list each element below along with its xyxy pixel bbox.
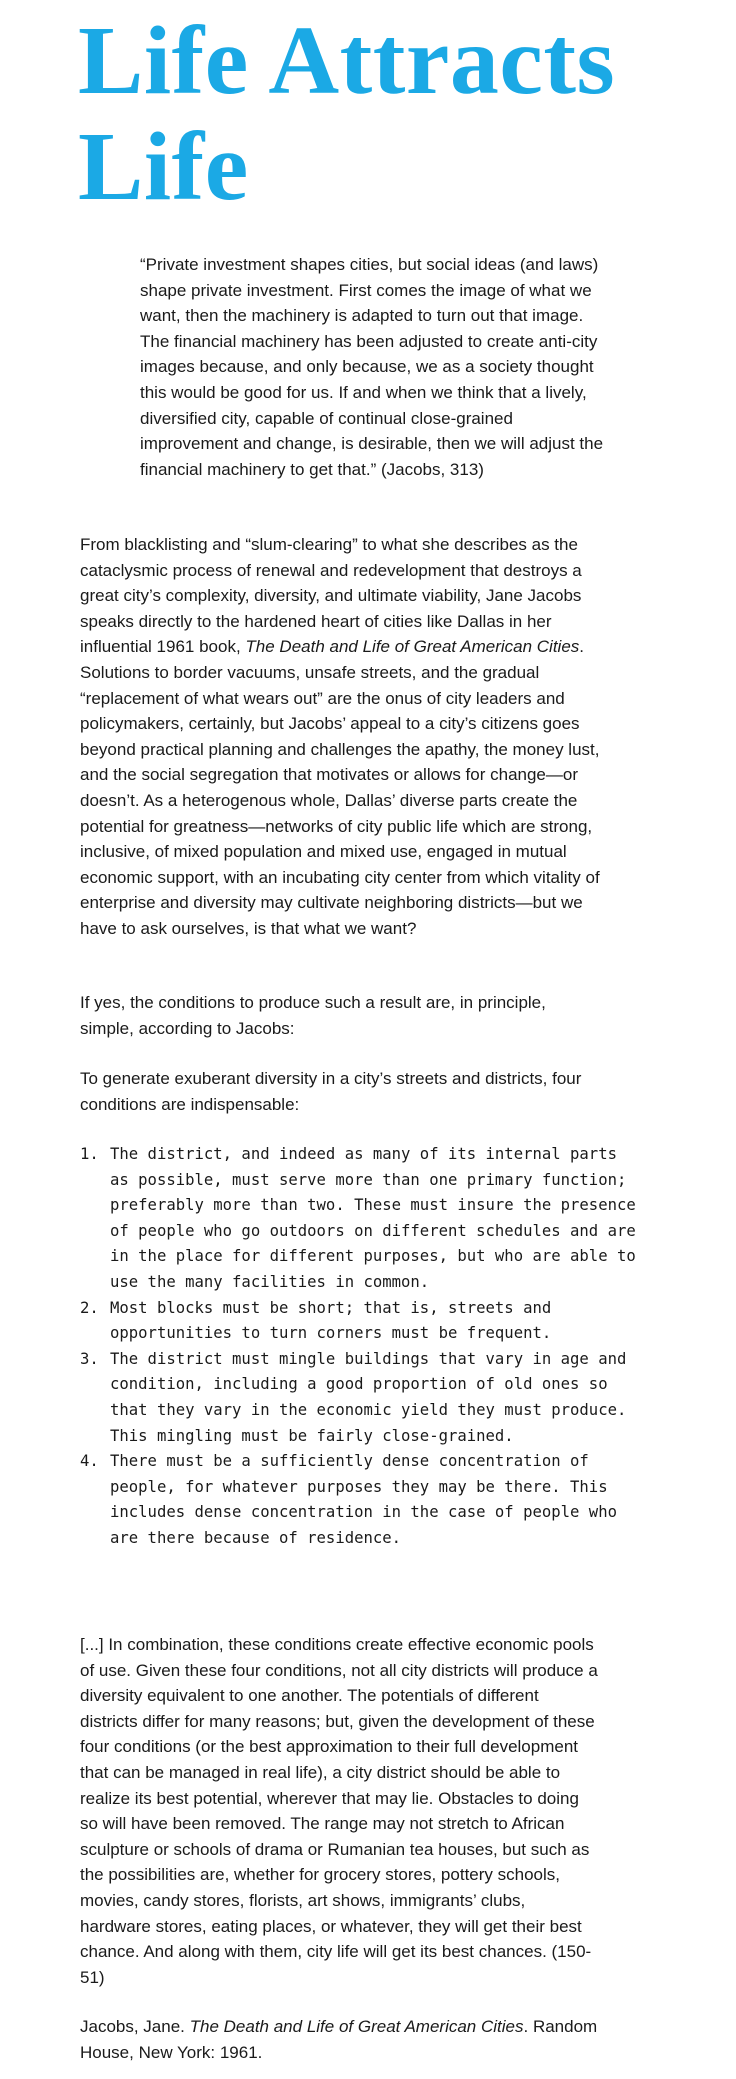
citation-author: Jacobs, Jane.: [80, 2017, 190, 2036]
list-item-number: 3.: [80, 1349, 99, 1368]
list-item-number: 1.: [80, 1145, 99, 1163]
conditions-list: [80, 1142, 640, 1552]
list-item-text: There must be a sufficiently dense concentration of people, for whatever purposes they may be there. This includes dense concentration in the case of people who are there because of residence.: [110, 1452, 617, 1547]
list-item: [80, 1347, 640, 1449]
paragraph-intro-before: From blacklisting and “slum-clearing” to what she describes as the cataclysmic process of renewal and redevelopment that destroys a great city’s complexity, diversity, and ultimate viability, Jane Jacobs speaks directly to the hardened heart of cities like Dallas in her influential 1961 book,: [80, 535, 582, 657]
citation: [80, 2014, 600, 2065]
list-item: [80, 1142, 640, 1296]
title-line-1: Life Attracts: [78, 7, 616, 115]
citation-publisher: . Random House, New York: 1961.: [80, 2017, 598, 2062]
list-item-number: 4.: [80, 1452, 99, 1471]
paragraph-combination: [...] In combination, these conditions create effective economic pools of use. Given these four conditions, not all city districts will produce a diversity equivalent to one another. The potentials of different districts differ for many reasons; but, given the development of these four conditions (or the best approximation to their full development that can be managed in real life), a city district should be able to realize its best potential, wherever that may lie. Obstacles to doing so will have been removed. The range may not stretch to African sculpture or schools of drama or Rumanian tea houses, but such as the possibilities are, whether for grocery stores, pottery schools, movies, candy stores, florists, art shows, immigrants’ clubs, hardware stores, eating places, or whatever, they will get their best chance. And along with them, city life will get its best chances. (150-51): [80, 1635, 598, 1987]
list-item: [80, 1449, 640, 1551]
paragraph-intro: [80, 532, 600, 942]
list-item-text: Most blocks must be short; that is, streets and opportunities to turn corners must be frequent.: [110, 1298, 552, 1343]
page-title: [78, 8, 728, 220]
list-item-number: 2.: [80, 1298, 99, 1317]
paragraph-conditions-lead: If yes, the conditions to produce such a result are, in principle, simple, according to Jacobs:: [80, 993, 546, 1038]
citation-book-title: The Death and Life of Great American Cities: [189, 2017, 524, 2036]
title-line-2: Life: [78, 113, 249, 221]
block-quote: “Private investment shapes cities, but social ideas (and laws) shape private investment. First comes the image of what we want, then the machinery is adapted to turn out that image. The financial machinery has been adjusted to create anti-city images because, and only because, we as a society thought this would be good for us. If and when we think that a lively, diversified city, capable of continual close-grained improvement and change, is desirable, then we will adjust the financial machinery to get that.” (Jacobs, 313): [140, 255, 604, 479]
paragraph-intro-after: . Solutions to border vacuums, unsafe streets, and the gradual “replacement of what wears out” are the onus of city leaders and policymakers, certainly, but Jacobs’ appeal to a city’s citizens goes beyond practical planning and challenges the apathy, the money lust, and the social segregation that motivates or allows for change—or doesn’t. As a heterogenous whole, Dallas’ diverse parts create the potential for greatness—networks of city public life which are strong, inclusive, of mixed population and mixed use, engaged in mutual economic support, with an incubating city center from which vitality of enterprise and diversity may cultivate neighboring districts—but we have to ask ourselves, is that what we want?: [80, 637, 600, 938]
list-item: [80, 1296, 640, 1347]
list-item-text: The district must mingle buildings that vary in age and condition, including a good proportion of old ones so that they vary in the economic yield they must produce. This mingling must be fairly close-grained.: [110, 1349, 627, 1445]
list-item-text: The district, and indeed as many of its internal parts as possible, must serve more than one primary function; preferably more than two. These must insure the presence of people who go outdoors on different schedules and are in the place for different purposes, but who are able to use the many facilities in common.: [110, 1145, 636, 1291]
paragraph-intro-book-title: The Death and Life of Great American Cities: [245, 637, 580, 657]
paragraph-conditions-intro: To generate exuberant diversity in a city’s streets and districts, four conditions are indispensable:: [80, 1069, 582, 1114]
